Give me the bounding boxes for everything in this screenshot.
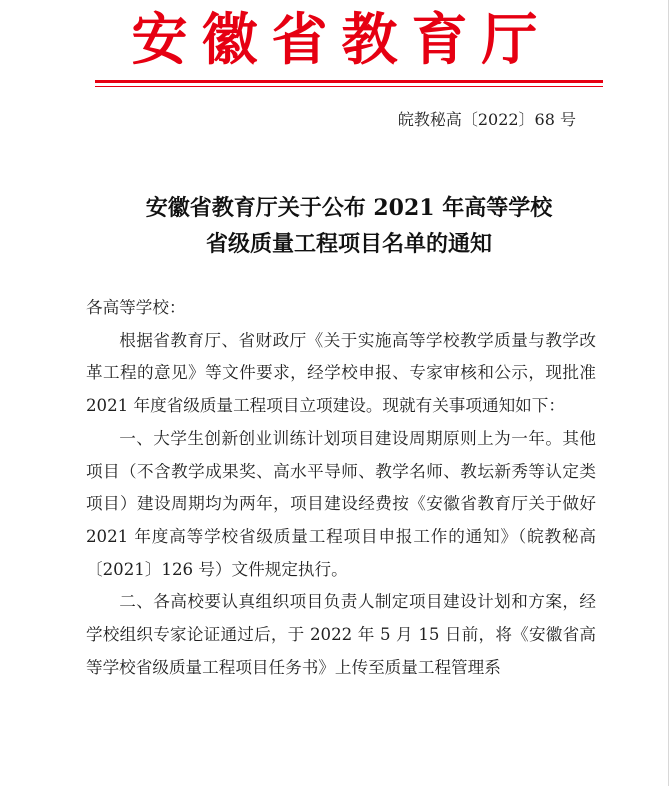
agency-masthead: 安徽省教育厅 <box>131 8 552 73</box>
document-number: 皖教秘高〔2022〕68 号 <box>397 110 576 129</box>
salutation: 各高等学校： <box>86 298 186 317</box>
title-line-2: 省级质量工程项目名单的通知 <box>205 231 492 257</box>
paragraph-item-1: 一、大学生创新创业训练计划项目建设周期原则上为一年。其他项目（不含教学成果奖、高水平导师、教学名师、教坛新秀等认定类项目）建设周期均为两年，项目建设经费按《安徽省教育厅关于做好 2021 年度高等学校省级质量工程项目申报工作的通知》（皖教秘高〔2021〕126 号）文件规定执行。 <box>86 428 596 579</box>
paragraph-item-2: 二、各高校要认真组织项目负责人制定项目建设计划和方案，经学校组织专家论证通过后，于 2022 年 5 月 15 日前，将《安徽省高等学校省级质量工程项目任务书》上传至质量工程管理系 <box>86 592 596 677</box>
red-header-rule-thin <box>95 86 603 87</box>
title-line-1: 安徽省教育厅关于公布 2021 年高等学校 <box>145 195 553 221</box>
red-header-rule <box>95 80 603 83</box>
document-body <box>86 292 596 684</box>
paragraph-intro: 根据省教育厅、省财政厅《关于实施高等学校教学质量与教学改革工程的意见》等文件要求，经学校申报、专家审核和公示，现批准 2021 年度省级质量工程项目立项建设。现就有关事项通知如下： <box>86 330 596 416</box>
document-title <box>95 190 603 262</box>
